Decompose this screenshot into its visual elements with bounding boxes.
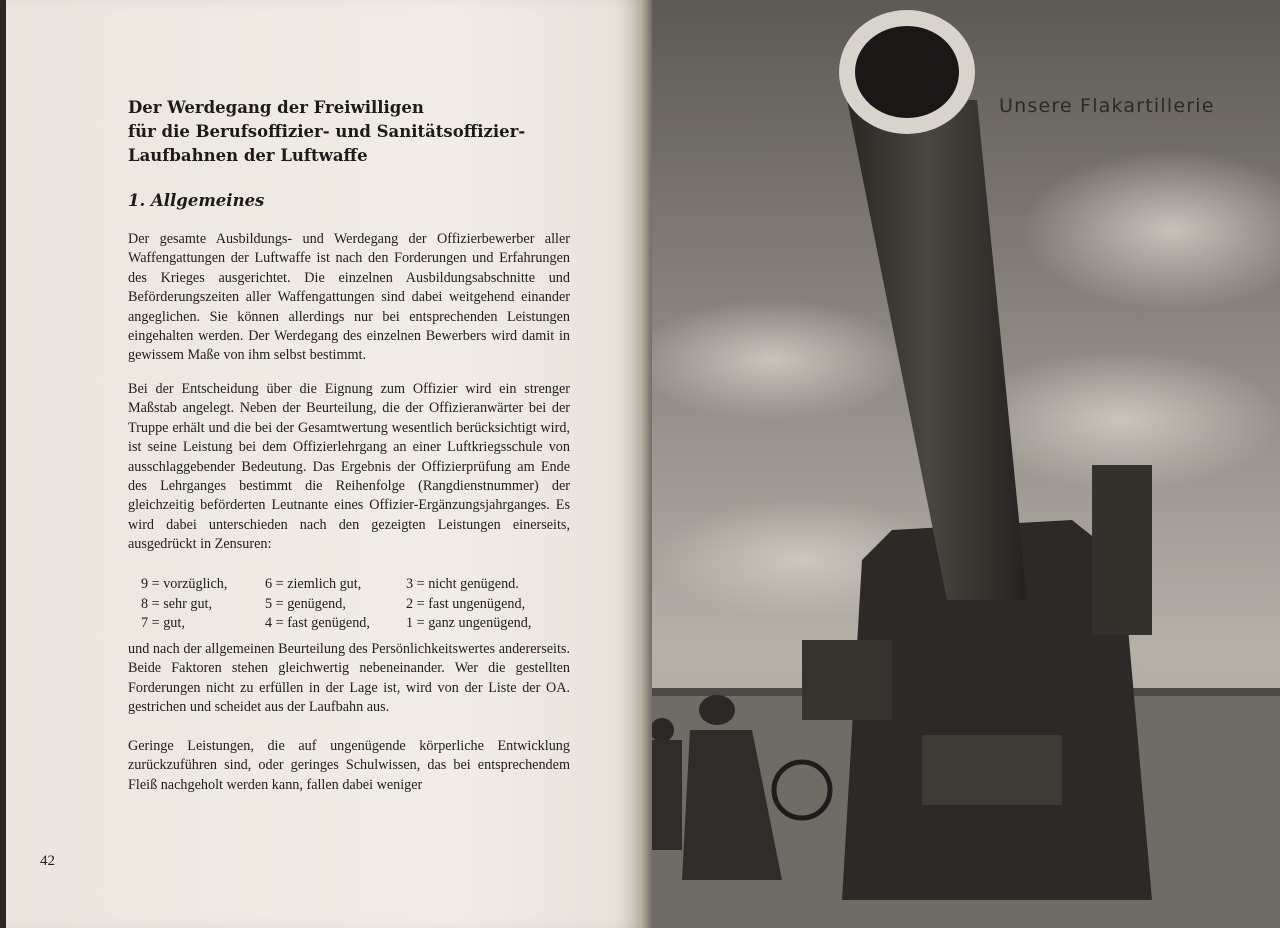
grade-cell: 2 = fast ungenügend, bbox=[406, 595, 526, 612]
grade-cell: 6 = ziemlich gut, bbox=[265, 576, 362, 592]
photo-caption: Unsere Flakartillerie bbox=[999, 95, 1215, 117]
grade-cell: 3 = nicht genügend. bbox=[406, 576, 519, 592]
heading-line: Laufbahnen der Luftwaffe bbox=[128, 146, 368, 165]
flak-gun-photo bbox=[652, 0, 1280, 928]
grade-cell: 4 = fast genügend, bbox=[265, 615, 370, 631]
grade-row bbox=[141, 575, 571, 595]
grade-scale-table bbox=[141, 575, 571, 634]
chapter-heading bbox=[128, 96, 578, 168]
page-number: 42 bbox=[40, 853, 55, 869]
grade-row bbox=[141, 595, 571, 615]
grade-cell: 7 = gut, bbox=[141, 615, 185, 631]
grade-cell: 5 = genügend, bbox=[265, 595, 346, 612]
paragraph: und nach der allgemeinen Beurteilung des Persönlichkeitswertes andererseits. Beide Faktoren stehen gleichwertig nebeneinander. Wer die gestellten Forderungen nicht zu erfüllen in der Lage ist, wird von der Liste der OA. gestrichen und scheidet aus der Laufbahn aus. bbox=[128, 641, 570, 716]
grade-row bbox=[141, 614, 571, 634]
heading-line: für die Berufsoffizier- und Sanitätsoffizier- bbox=[128, 122, 526, 141]
right-page bbox=[652, 0, 1280, 928]
grade-cell: 9 = vorzüglich, bbox=[141, 576, 228, 592]
paragraph: Geringe Leistungen, die auf ungenügende körperliche Entwicklung zurückzuführen sind, oder geringes Schulwissen, das bei entsprechendem Fleiß nachgeholt werden kann, fallen dabei weniger bbox=[128, 738, 570, 793]
paragraph: Der gesamte Ausbildungs- und Werdegang der Offizierbewerber aller Waffengattungen der Luftwaffe ist nach den Forderungen und Erfahrungen des Krieges ausgerichtet. Die einzelnen Ausbildungsabschnitte und Beförderungszeiten aller Waffengattungen sind dabei weitgehend einander angeglichen. Sie können allerdings nur bei entsprechenden Leistungen eingehalten werden. Der Werdegang des einzelnen Bewerbers wird damit in gewissem Maße von ihm selbst bestimmt. bbox=[128, 231, 570, 364]
grade-cell: 1 = ganz ungenügend, bbox=[406, 615, 532, 631]
section-title: 1. Allgemeines bbox=[128, 191, 265, 210]
paragraph: Bei der Entscheidung über die Eignung zum Offizier wird ein strenger Maßstab angelegt. Neben der Beurteilung, die der Offizieranwärter bei der Truppe erhält und die bei der Gesamtwertung wesentlich berücksichtigt wird, ist seine Leistung bei dem Offizierlehrgang an einer Luftkriegsschule von ausschlaggebender Bedeutung. Das Ergebnis der Offizierprüfung am Ende des Lehrganges bestimmt die Reihenfolge (Rangdienstnummer) der gleichzeitig beförderten Leutnante eines Offizier-Ergänzungsjahrganges. Es wird dabei unterschieden nach den gezeigten Leistungen einerseits, ausgedrückt in Zensuren: bbox=[128, 381, 570, 553]
heading-line: Der Werdegang der Freiwilligen bbox=[128, 98, 424, 117]
grade-cell: 8 = sehr gut, bbox=[141, 595, 213, 612]
